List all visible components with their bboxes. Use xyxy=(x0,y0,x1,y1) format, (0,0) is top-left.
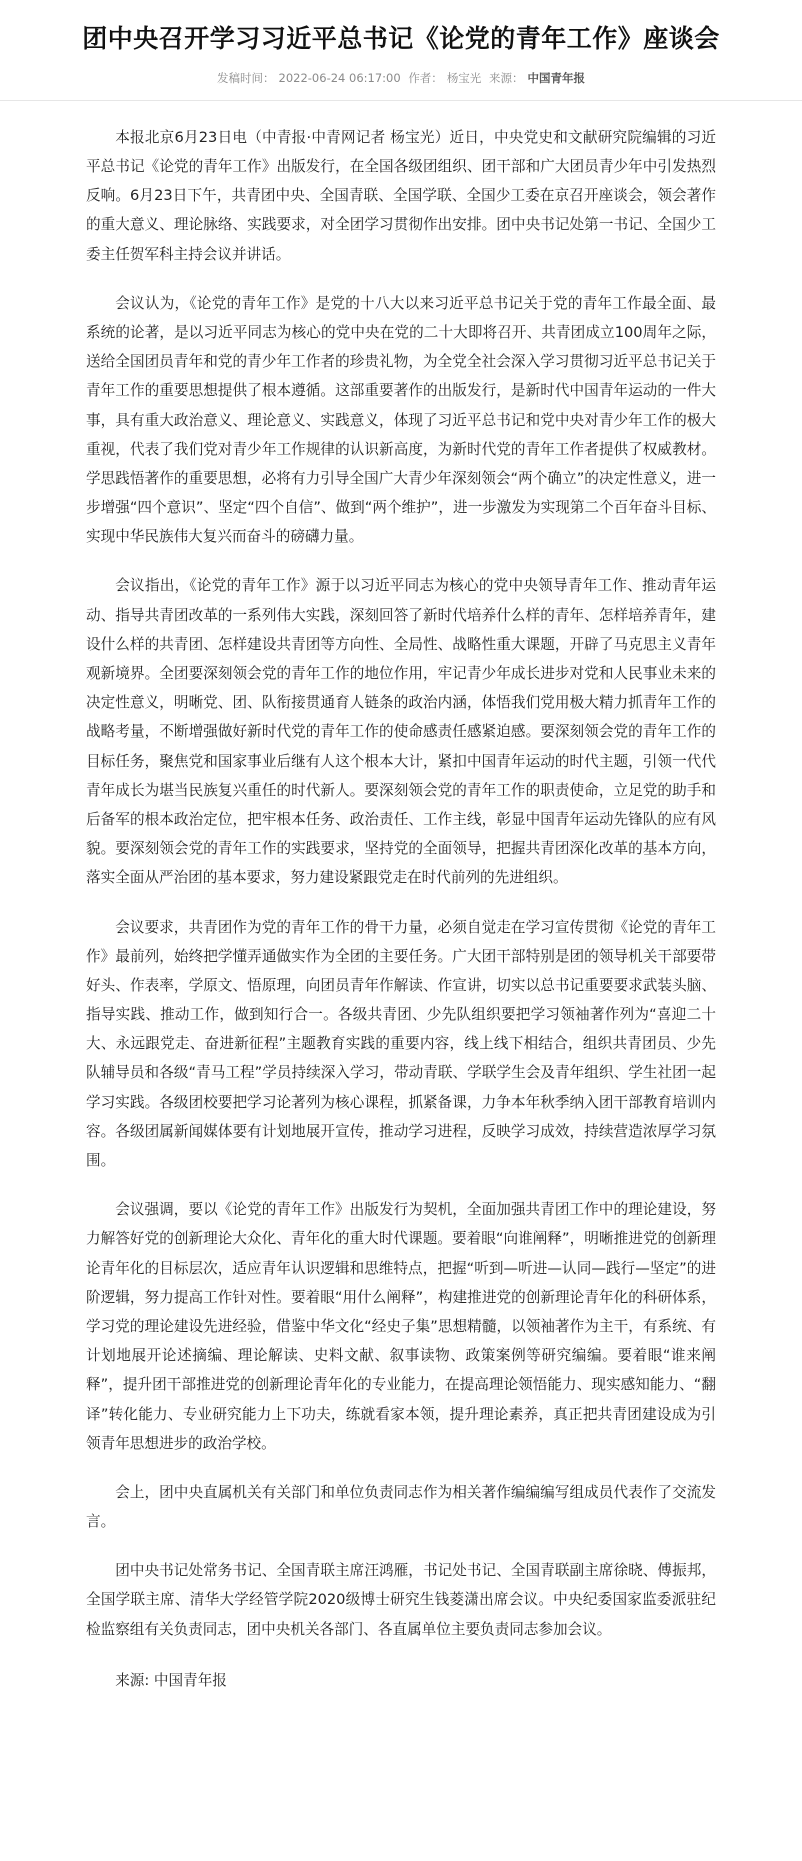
author-value: 杨宝光 xyxy=(446,70,482,85)
paragraph: 会议要求，共青团作为党的青年工作的骨干力量，必须自觉走在学习宣传贯彻《论党的青年工作》最前列，始终把学懂弄通做实作为全团的主要任务。广大团干部特别是团的领导机关干部要带好头、作表率，学原文、悟原理，向团员青年作解读、作宣讲，切实以总书记重要要求武装头脑、指导实践、推动工作，做到知行合一。各级共青团、少先队组织要把学习领袖著作列为“喜迎二十大、永远跟党走、奋进新征程”主题教育实践的重要内容，线上线下相结合，组织共青团员、少先队辅导员和各级“青马工程”学员持续深入学习，带动青联、学联学生会及青年组织、学生社团一起学习实践。各级团校要把学习论著列为核心课程，抓紧备课，力争本年秋季纳入团干部教育培训内容。各级团属新闻媒体要有计划地展开宣传，推动学习进程，反映学习成效，持续营造浓厚学习氛围。 xyxy=(86,918,716,1170)
paragraph: 会议强调，要以《论党的青年工作》出版发行为契机，全面加强共青团工作中的理论建设，努力解答好党的创新理论大众化、青年化的重大时代课题。要着眼“向谁阐释”，明晰推进党的创新理论青年化的目标层次，适应青年认识逻辑和思维特点，把握“听到—听进—认同—践行—坚定”的进阶逻辑，努力提高工作针对性。要着眼“用什么阐释”，构建推进党的创新理论青年化的科研体系，学习党的理论建设先进经验，借鉴中华文化“经史子集”思想精髓，以领袖著作为主干，有系统、有计划地展开论述摘编、理论解读、史料文献、叙事读物、政策案例等研究编编。要着眼“谁来阐释”，提升团干部推进党的创新理论青年化的专业能力，在提高理论领悟能力、现实感知能力、“翻译”转化能力、专业研究能力上下功夫，练就看家本领，提升理论素养，真正把共青团建设成为引领青年思想进步的政治学校。 xyxy=(86,1201,716,1452)
publish-time-value: 2022-06-24 06:17:00 xyxy=(278,70,401,85)
header-divider xyxy=(0,100,802,101)
paragraph: 会议指出，《论党的青年工作》源于以习近平同志为核心的党中央领导青年工作、推动青年运动、指导共青团改革的一系列伟大实践，深刻回答了新时代培养什么样的青年、怎样培养青年，建设什么样的共青团、怎样建设共青团等方向性、全局性、战略性重大课题，开辟了马克思主义青年观新境界。全团要深刻领会党的青年工作的地位作用，牢记青少年成长进步对党和人民事业未来的决定性意义，明晰党、团、队衔接贯通育人链条的政治内涵，体悟我们党用极大精力抓青年工作的战略考量，不断增强做好新时代党的青年工作的使命感责任感紧迫感。要深刻领会党的青年工作的目标任务，聚焦党和国家事业后继有人这个根本大计，紧扣中国青年运动的时代主题，引领一代代青年成长为堪当民族复兴重任的时代新人。要深刻领会党的青年工作的职责使命，立足党的助手和后备军的根本政治定位，把牢根本任务、政治责任、工作主线，彰显中国青年运动先锋队的应有风貌。要深刻领会党的青年工作的实践要求，坚持党的全面领导，把握共青团深化改革的基本方向，落实全面从严治团的基本要求，努力建设紧跟党走在时代前列的先进组织。 xyxy=(86,577,716,887)
source-label: 来源： xyxy=(488,70,524,85)
author-label: 作者： xyxy=(408,70,443,85)
publish-time-label: 发稿时间： xyxy=(217,70,275,85)
article-meta xyxy=(18,70,784,100)
paragraph: 本报北京6月23日电（中青报·中青网记者 杨宝光）近日，中央党史和文献研究院编辑的习近平总书记《论党的青年工作》出版发行，在全国各级团组织、团干部和广大团员青少年中引发热烈反响。6月23日下午，共青团中央、全国青联、全国学联、全国少工委在京召开座谈会，领会著作的重大意义、理论脉络、实践要求，对全团学习贯彻作出安排。团中央书记处第一书记、全国少工委主任贺军科主持会议并讲话。 xyxy=(86,128,716,263)
page-title: 团中央召开学习习近平总书记《论党的青年工作》座谈会 xyxy=(82,24,720,53)
article-header xyxy=(0,0,802,100)
source-value: 中国青年报 xyxy=(527,70,585,85)
paragraph: 会上，团中央直属机关有关部门和单位负责同志作为相关著作编编编写组成员代表作了交流发言。 xyxy=(86,1483,716,1531)
article-body xyxy=(0,123,802,1735)
paragraph: 团中央书记处常务书记、全国青联主席汪鸿雁，书记处书记、全国青联副主席徐晓、傅振邦，全国学联主席、清华大学经管学院2020级博士研究生钱菱潇出席会议。中央纪委国家监委派驻纪检监察组有关负责同志，团中央机关各部门、各直属单位主要负责同志参加会议。 xyxy=(86,1562,716,1638)
paragraph: 会议认为，《论党的青年工作》是党的十八大以来习近平总书记关于党的青年工作最全面、最系统的论著，是以习近平同志为核心的党中央在党的二十大即将召开、共青团成立100周年之际，送给全国团员青年和党的青少年工作者的珍贵礼物，为全党全社会深入学习贯彻习近平总书记关于青年工作的重要思想提供了根本遵循。这部重要著作的出版发行，是新时代中国青年运动的一件大事，具有重大政治意义、理论意义、实践意义，体现了习近平总书记和党中央对青少年工作的极大重视，代表了我们党对青少年工作规律的认识新高度，为新时代党的青年工作者提供了权威教材。学思践悟著作的重要思想，必将有力引导全国广大青少年深刻领会“两个确立”的决定性意义，进一步增强“四个意识”、坚定“四个自信”、做到“两个维护”，进一步激发为实现第二个百年奋斗目标、实现中华民族伟大复兴而奋斗的磅礴力量。 xyxy=(86,294,716,546)
article-source-line: 来源: 中国青年报 xyxy=(115,1671,227,1689)
